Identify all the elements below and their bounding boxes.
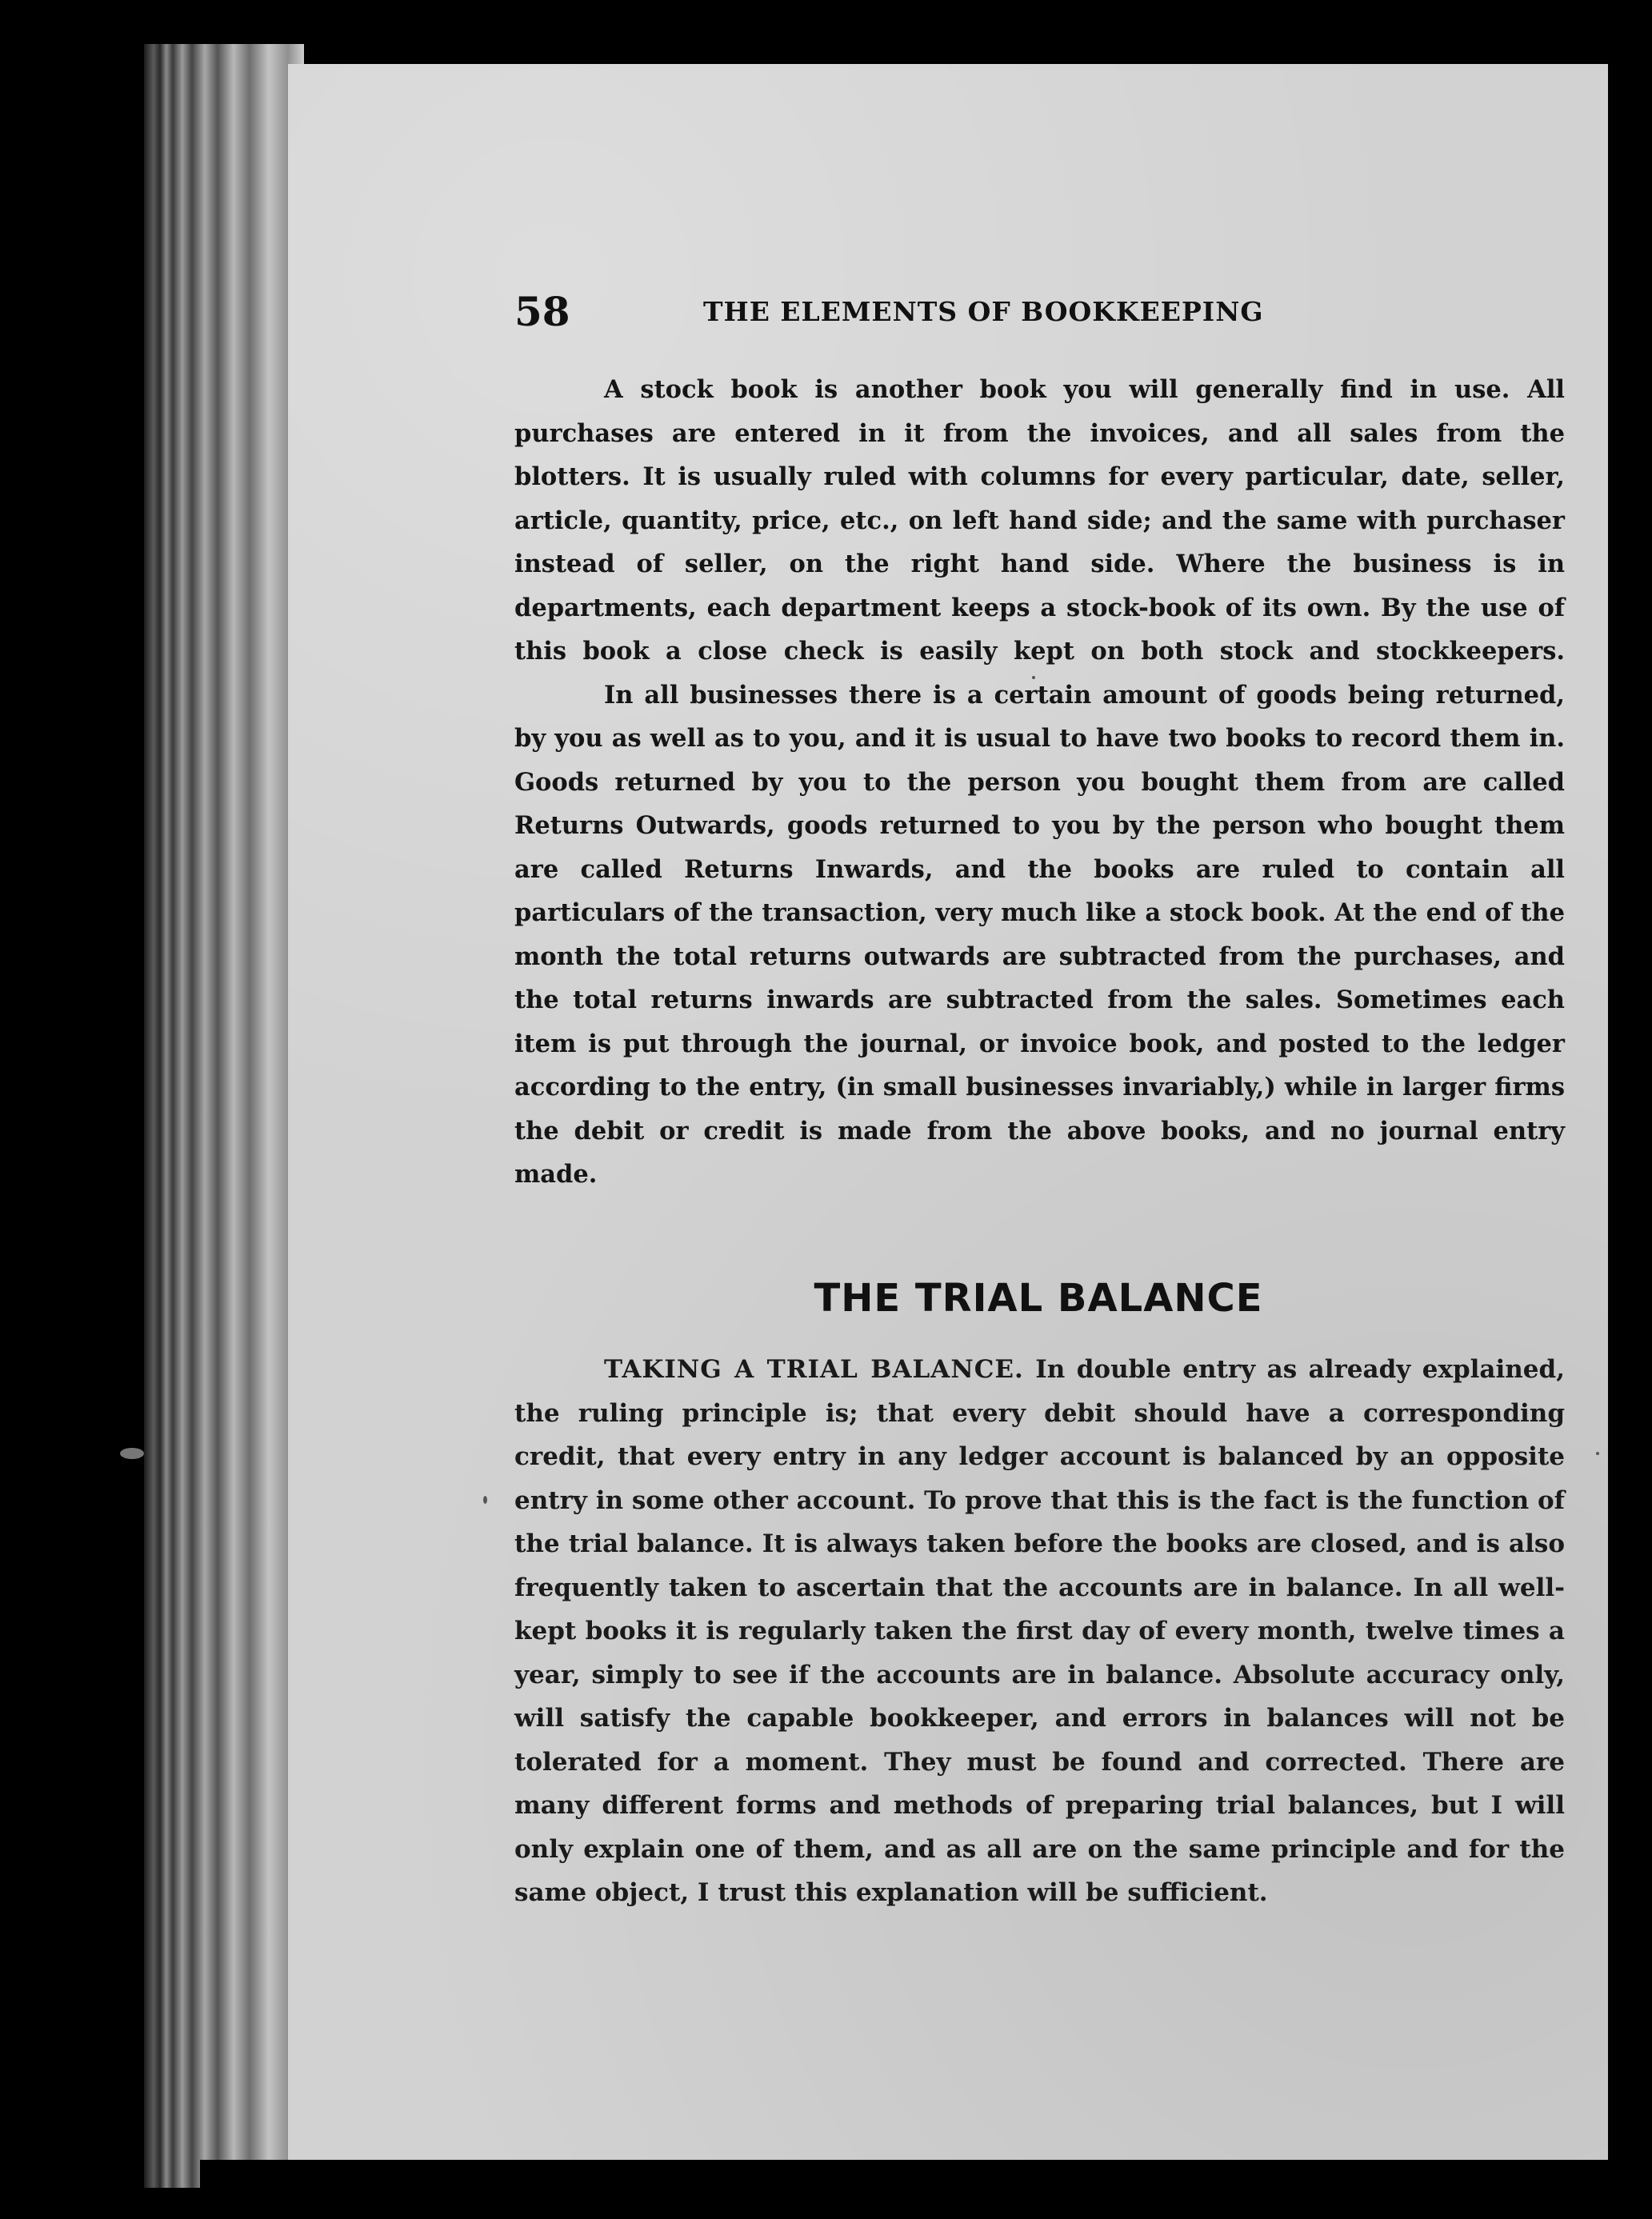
section-heading: THE TRIAL BALANCE [814,1276,1263,1321]
lead-in: TAKING A TRIAL BALANCE. [604,1355,1024,1384]
paragraph-trial-balance [514,1348,1565,1915]
paragraph-returns: In all businesses there is a certain amount of goods being returned, by you as well as to you, and it is usual to have two books to record them in. Goods returned by you to the person you bought them from are called Returns Outwards, goods returned to you by the person who bought them are called Returns Inwards, and the books are ruled to contain all particulars of the transaction, very much like a stock book. At the end of the month the total returns outwards are subtracted from the purchases, and the total returns inwards are subtracted from the sales. Sometimes each item is put through the journal, or invoice book, and posted to the ledger according to the entry, (in small businesses invariably,) while in larger firms the debit or credit is made from the above books, and no journal entry made. [514,680,1565,1189]
scan-speck [120,1448,144,1459]
scan-speck [483,1496,487,1504]
paragraph-stock-book: A stock book is another book you will generally find in use. All purchases are entered in it from the invoices, and all sales from the blotters. It is usually ruled with columns for every particular, date, seller, article, quantity, price, etc., on left hand side; and the same with purchaser instead of seller, on the right hand side. Where the business is in departments, each department keeps a stock-book of its own. By the use of this book a close check is easily kept on both stock and stockkeepers. [514,375,1565,666]
scan-speck [1032,676,1035,679]
running-title: THE ELEMENTS OF BOOKKEEPING [703,296,1264,327]
scan-speck [1596,1452,1599,1455]
paragraph-trial-balance-text: In double entry as already explained, the ruling principle is; that every debit should have a corresponding credit, that every entry in any ledger account is balanced by an opposite entry in some other account. To prove that this is the fact is the function of the trial balance. It is always taken before the books are closed, and is also frequently taken to ascertain that the accounts are in balance. In all well-kept books it is regularly taken the first day of every month, twelve times a year, simply to see if the accounts are in balance. Absolute accuracy only, will satisfy the capable bookkeeper, and errors in balances will not be tolerated for a moment. They must be found and corrected. There are many different forms and methods of preparing trial balances, but I will only explain one of them, and as all are on the same principle and for the same object, I trust this explanation will be sufficient. [514,1355,1565,1907]
page-header [514,288,1562,344]
body-text-top [514,368,1565,1197]
body-text-trial-balance [514,1348,1565,1915]
bottom-shadow [200,2160,1624,2219]
page-number: 58 [514,288,570,335]
book-spine [144,44,304,2188]
